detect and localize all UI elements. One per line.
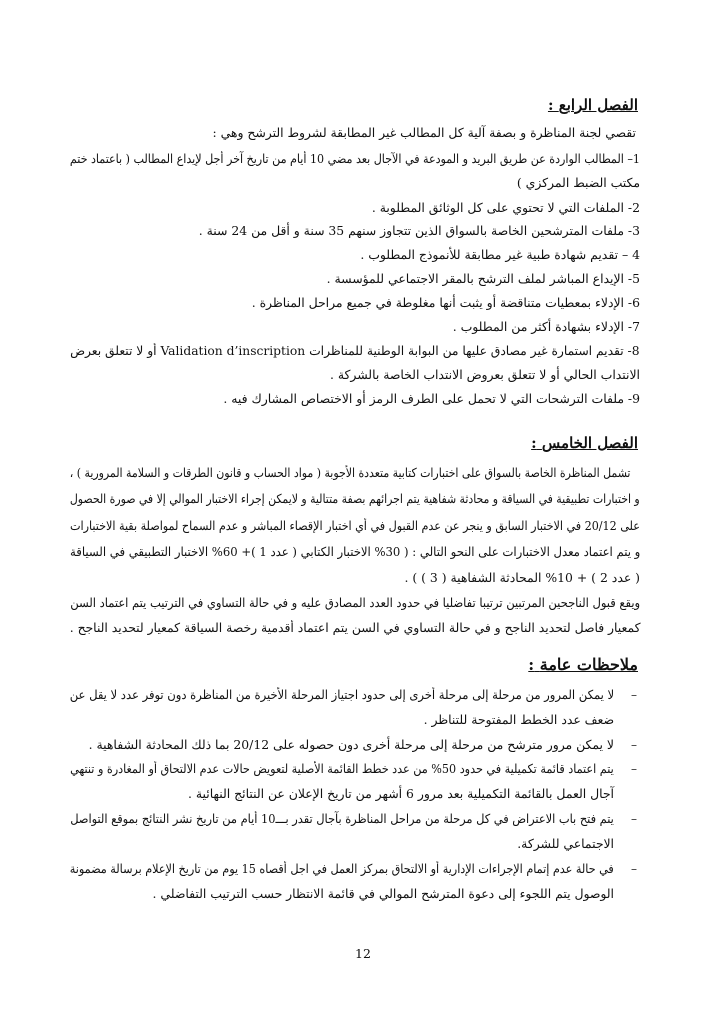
notes-item-1-line2: ضعف عدد الخطط المفتوحة للتناظر . bbox=[423, 712, 614, 727]
chapter5-para1-line3: على 20/12 في الاختبار السابق و ينجر عن عدم القبول في أي اختبار الإقصاء المباشر و عدم السماح لمواصلة بقية الاختبارات bbox=[70, 518, 640, 533]
chapter4-item-5: 5- الإيداع المباشر لملف الترشح بالمقر الاجتماعي للمؤسسة . bbox=[326, 271, 640, 286]
notes-bullet-3: – bbox=[631, 762, 637, 776]
notes-item-3-line1: يتم اعتماد قائمة تكميلية في حدود 50% من عدد خطط القائمة الأصلية لتعويض حالات عدم الالتحاق أو المغادرة و تنتهي bbox=[70, 761, 614, 776]
notes-bullet-2: – bbox=[631, 738, 637, 752]
notes-item-3-line2: آجال العمل بالقائمة التكميلية بعد مرور 6 أشهر من تاريخ الإعلان عن النتائج النهائية . bbox=[188, 786, 614, 801]
chapter4-item-4: 4 – تقديم شهادة طبية غير مطابقة للأنموذج المطلوب . bbox=[360, 247, 640, 262]
chapter5-colon: : bbox=[531, 434, 537, 452]
chapter4-heading bbox=[548, 96, 638, 114]
chapter5-para1-line1: تشمل المناظرة الخاصة بالسواق على اختبارات كتابية متعددة الأجوبة ( مواد الحساب و قانون الطرقات و السلامة المرورية ) ، bbox=[69, 465, 630, 480]
chapter4-item-9: 9- ملفات الترشحات التي لا تحمل على الطرف الرمز أو الاختصاص المشارك فيه . bbox=[223, 391, 640, 406]
chapter5-heading bbox=[531, 434, 638, 452]
chapter4-item-3: 3- ملفات المترشحين الخاصة بالسواق الذين تتجاوز سنهم 35 سنة و أقل من 24 سنة . bbox=[198, 223, 640, 238]
page-number: 12 bbox=[355, 946, 371, 961]
notes-bullet-4: – bbox=[631, 812, 637, 826]
notes-item-2-line1: لا يمكن مرور مترشح من مرحلة إلى مرحلة أخرى دون حصوله على 20/12 بما ذلك المحادثة الشفاهية . bbox=[88, 737, 614, 752]
chapter5-title: الفصل الخامس bbox=[541, 434, 638, 452]
chapter4-item-1: 1– المطالب الواردة عن طريق البريد و المودعة في الآجال بعد مضي 10 أيام من تاريخ آخر أجل لإيداع المطالب ( باعتماد ختم bbox=[69, 151, 640, 166]
chapter5-para1-line4: و يتم اعتماد معدل الاختبارات على النحو التالي : ( 30% الاختبار الكتابي ( عدد 1 )+ 60% الاختبار التطبيقي في السياقة bbox=[69, 544, 640, 559]
chapter5-para1-line2: و اختبارات تطبيقية في السياقة و محادثة شفاهية يتم اجرائهم بصفة متتالية و لايمكن إجراء الاختبار الموالي إلا في صورة الحصول bbox=[70, 491, 640, 506]
notes-bullet-5: – bbox=[631, 862, 637, 876]
notes-bullet-1: – bbox=[631, 688, 637, 702]
chapter4-colon: : bbox=[547, 96, 554, 114]
notes-item-1-line1: لا يمكن المرور من مرحلة إلى مرحلة أخرى إلى حدود اجتياز المرحلة الأخيرة من المناظرة دون توفر عدد لا يقل عن bbox=[69, 687, 614, 702]
chapter5-para1-line5: ( عدد 2 ) + 10% المحادثة الشفاهية ( 3 ) ) . bbox=[404, 570, 640, 585]
notes-item-4-line2: الاجتماعي للشركة. bbox=[517, 836, 614, 851]
notes-item-5-line2: الوصول يتم اللجوء إلى دعوة المترشح الموالي في قائمة الانتظار حسب الترتيب التفاضلي . bbox=[152, 886, 614, 901]
chapter4-item-8-cont: الانتداب الحالي أو لا تتعلق بعروض الانتداب الخاصة بالشركة . bbox=[329, 367, 640, 382]
chapter5-para2-line2: كمعيار فاصل لتحديد الناجح و في حالة التساوي في السن يتم اعتماد أقدمية رخصة السياقة كمعيار لتحديد الناجح . bbox=[69, 620, 640, 635]
chapter4-item-1-cont: مكتب الضبط المركزي ) bbox=[516, 175, 640, 190]
chapter4-item-6: 6- الإدلاء بمعطيات متناقضة أو يثبت أنها مغلوطة في جميع مراحل المناظرة . bbox=[251, 295, 640, 310]
chapter5-para2-line1: ويقع قبول الناجحين المرتبين ترتيبا تفاضليا في حدود العدد المصادق عليه و في حالة التساوي في الترتيب يتم اعتماد السن bbox=[70, 595, 640, 610]
notes-colon: : bbox=[528, 655, 535, 674]
notes-title: ملاحظات عامة bbox=[539, 655, 638, 674]
notes-item-5-line1: في حالة عدم إتمام الإجراءات الإدارية أو الالتحاق بمركز العمل في اجل أقصاه 15 يوم من تاريخ الإعلام برسالة مضمونة bbox=[70, 861, 614, 876]
chapter4-item-8: 8- تقديم استمارة غير مصادق عليها من البوابة الوطنية للمناظرات Validation d’inscription أو لا تتعلق بعرض bbox=[70, 343, 640, 358]
notes-heading bbox=[528, 655, 638, 674]
notes-item-4-line1: يتم فتح باب الاعتراض في كل مرحلة من مراحل المناظرة بآجال تقدر بـــ10 أيام من تاريخ نشر النتائج بموقع التواصل bbox=[70, 811, 614, 826]
chapter4-item-7: 7- الإدلاء بشهادة أكثر من المطلوب . bbox=[452, 319, 640, 334]
chapter4-intro: تقصي لجنة المناظرة و بصفة آلية كل المطالب غير المطابقة لشروط الترشح وهي : bbox=[212, 125, 636, 140]
chapter4-item-2: 2- الملفات التي لا تحتوي على كل الوثائق المطلوبة . bbox=[371, 200, 640, 215]
chapter4-title: الفصل الرابع bbox=[558, 96, 638, 114]
